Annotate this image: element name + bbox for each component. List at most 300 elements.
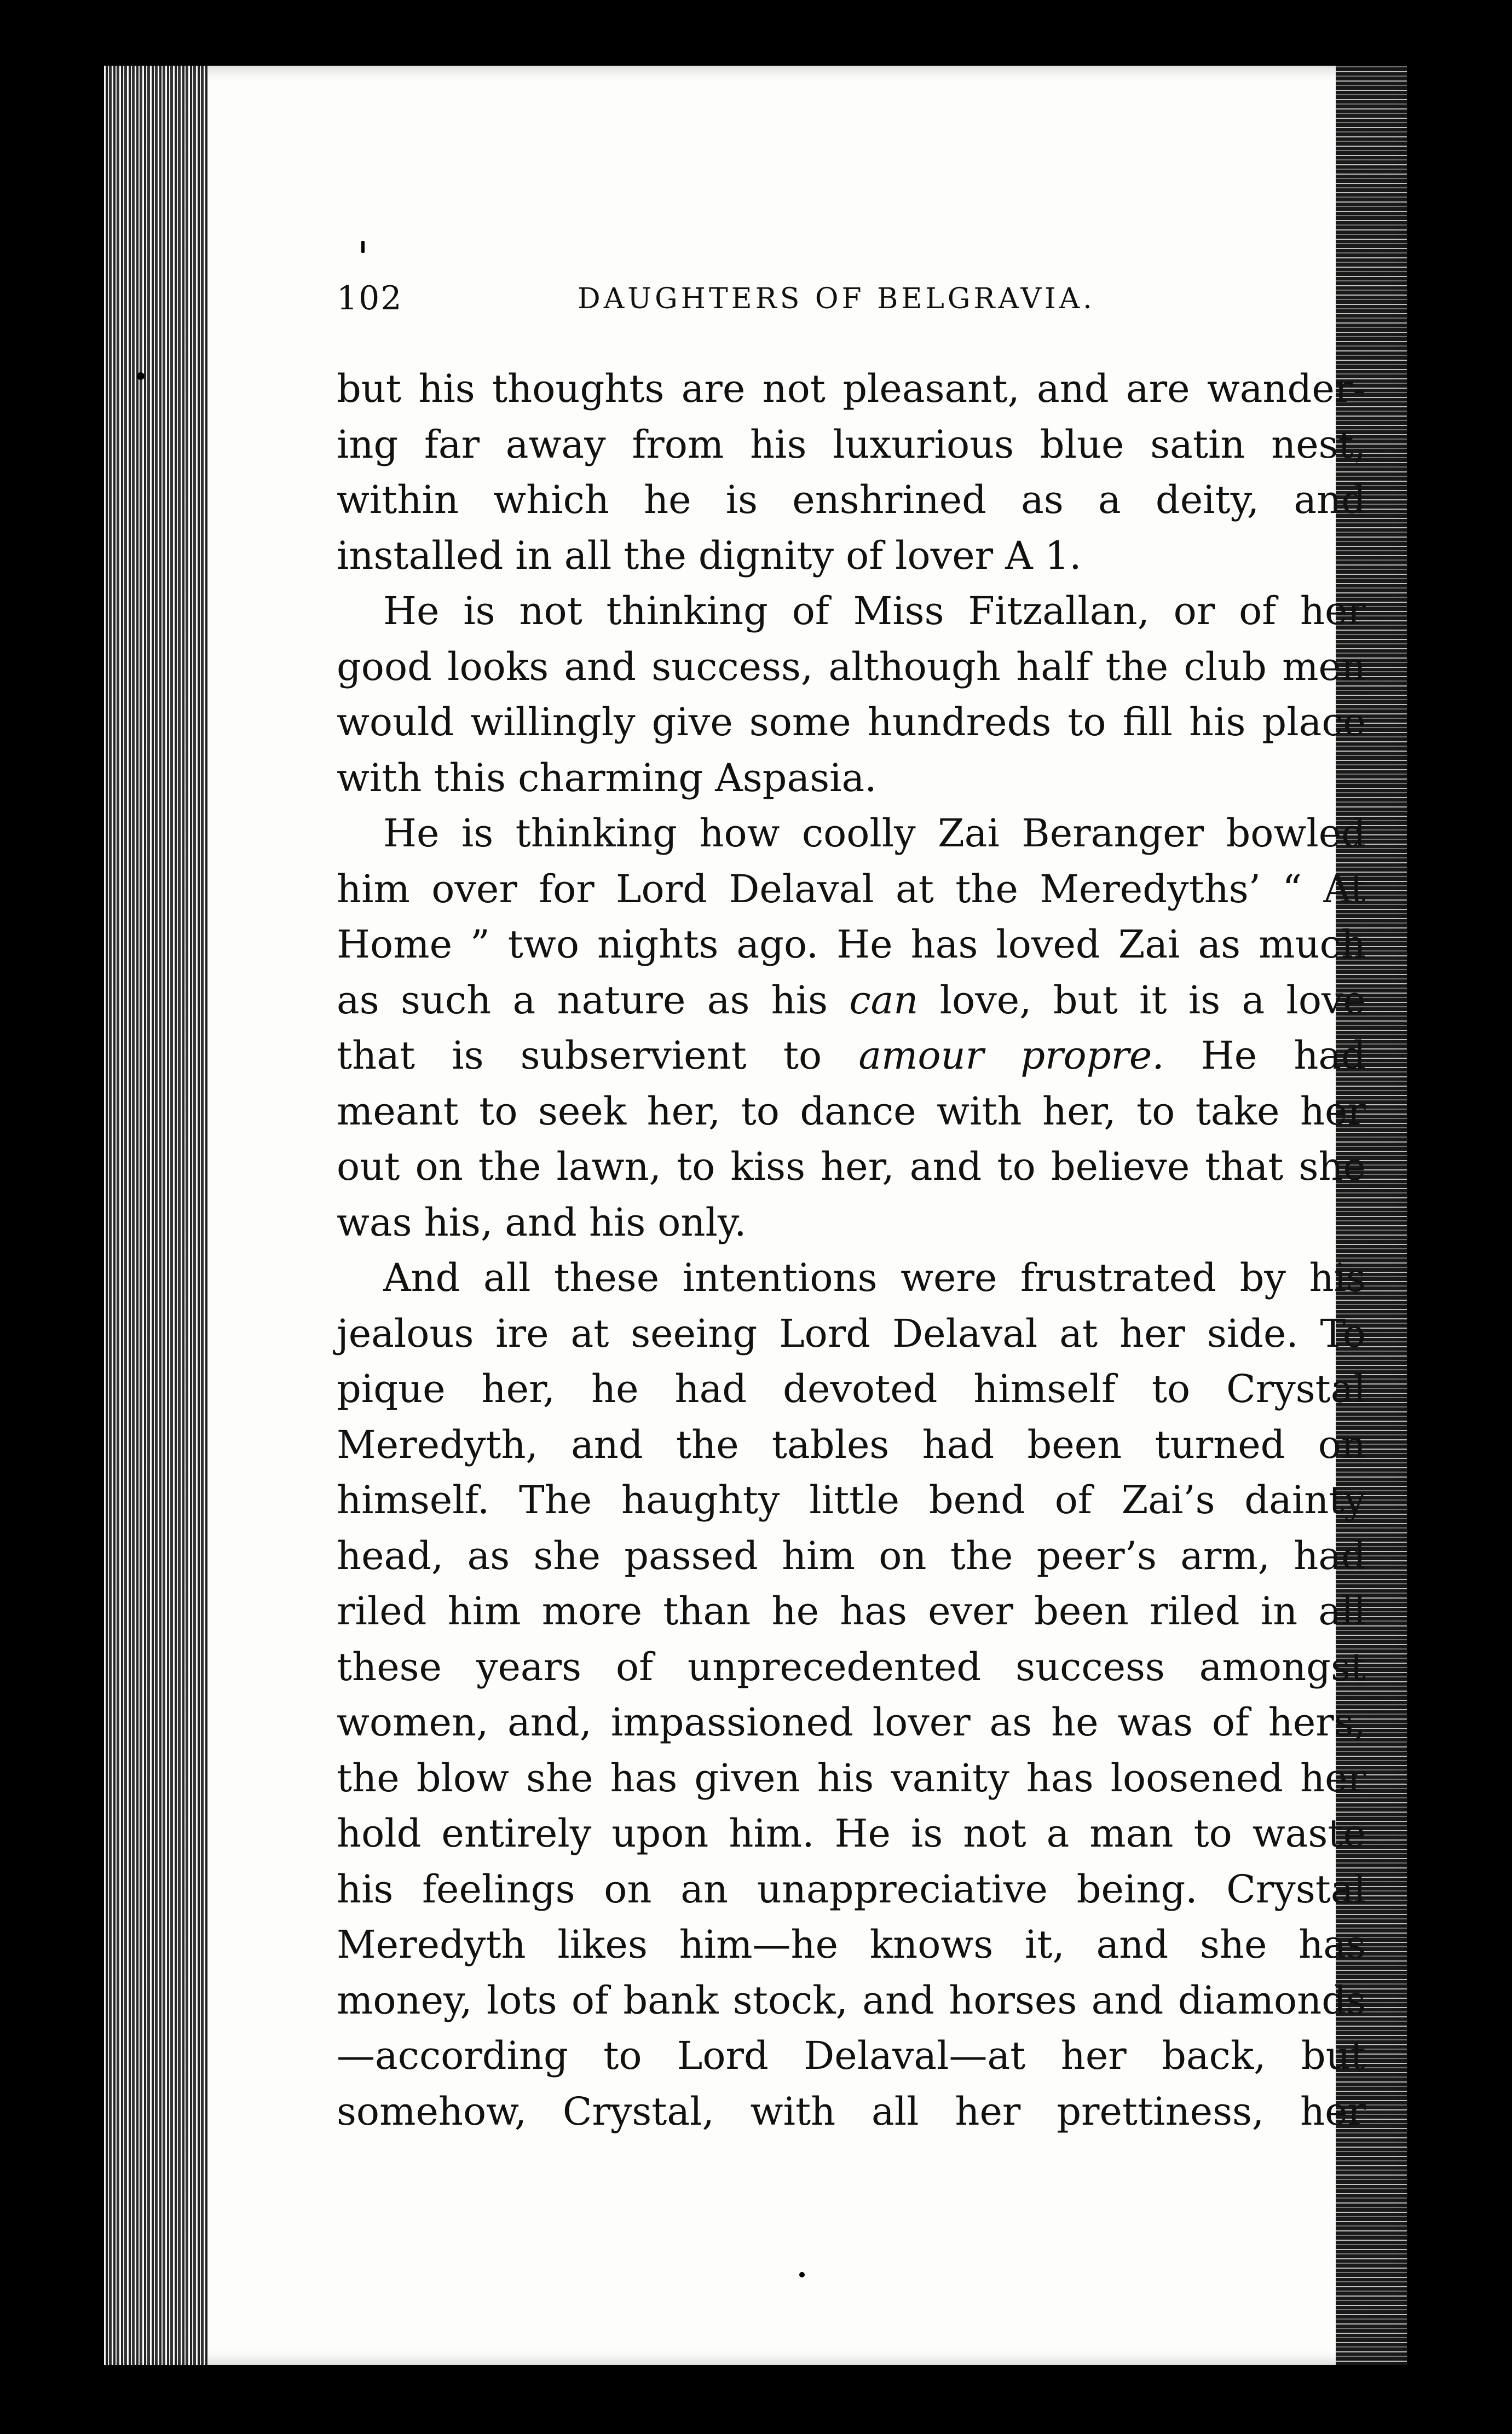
- word: she: [1199, 1922, 1267, 1967]
- word: success,: [651, 644, 813, 689]
- word: thinking: [606, 589, 768, 633]
- word: are: [681, 366, 746, 411]
- scan-speck: [137, 372, 145, 380]
- word: Meredyth,: [337, 1422, 538, 1467]
- word: Lord: [616, 866, 707, 912]
- word: tables: [771, 1422, 890, 1467]
- text-line: [337, 1473, 1366, 1529]
- word: to: [997, 1144, 1036, 1189]
- word: head,: [337, 1533, 444, 1578]
- word: to: [1151, 1366, 1191, 1411]
- word: impassioned: [610, 1700, 853, 1745]
- word: little: [809, 1478, 900, 1522]
- word: far: [424, 422, 480, 467]
- text-line: [337, 1584, 1366, 1640]
- text-line: [337, 1084, 1366, 1140]
- word: he: [644, 477, 691, 522]
- word: not: [762, 366, 826, 411]
- word: to: [1136, 1088, 1175, 1134]
- word: has: [610, 1755, 678, 1801]
- word: of: [616, 1644, 654, 1689]
- word: on: [879, 1533, 927, 1578]
- word: has: [910, 922, 978, 967]
- word: been: [1027, 1422, 1122, 1467]
- word: it: [1139, 977, 1167, 1023]
- word: himself.: [337, 1478, 490, 1522]
- word: to: [603, 2033, 642, 2078]
- word: years: [476, 1644, 582, 1689]
- word: wander-: [1207, 366, 1366, 411]
- word: stock,: [732, 1977, 848, 2023]
- word: waste: [1252, 1811, 1366, 1856]
- word: men: [1282, 644, 1366, 689]
- word: his: [749, 422, 807, 467]
- word: on: [1318, 1422, 1366, 1467]
- text-line: [337, 751, 1366, 806]
- word: and: [909, 1144, 982, 1189]
- word: of: [571, 1977, 609, 2023]
- word: his: [337, 1866, 394, 1912]
- word: of: [1211, 1700, 1249, 1745]
- page-number: 102: [337, 279, 403, 318]
- word: is: [461, 811, 494, 856]
- word: himself: [973, 1366, 1116, 1411]
- word: feelings: [422, 1866, 575, 1912]
- word: coolly: [801, 811, 916, 856]
- text-line: [337, 1362, 1366, 1417]
- word: nest,: [1271, 422, 1366, 467]
- word: charming: [518, 755, 703, 800]
- word: love: [1286, 977, 1366, 1023]
- word: nature: [557, 977, 686, 1023]
- word: unappreciative: [757, 1866, 1048, 1912]
- word: prettiness,: [1057, 2089, 1265, 2134]
- text-line: [337, 1862, 1366, 1918]
- word: love,: [939, 977, 1032, 1023]
- word: with: [750, 2089, 836, 2134]
- word: Delaval: [729, 866, 874, 912]
- word: that: [1205, 1144, 1284, 1189]
- text-line: [337, 1640, 1366, 1695]
- word: as: [467, 1533, 510, 1578]
- word: blue: [1040, 422, 1124, 467]
- word: half: [1016, 644, 1090, 689]
- word: the: [676, 1422, 739, 1467]
- word: ever: [928, 1589, 1013, 1634]
- word: at: [570, 1311, 609, 1356]
- word: ago.: [736, 922, 819, 967]
- word: man: [1089, 1811, 1174, 1856]
- word: his: [771, 977, 828, 1023]
- word: than: [663, 1589, 751, 1634]
- word: passed: [624, 1533, 758, 1578]
- word: on: [415, 1144, 463, 1189]
- word: it,: [1025, 1922, 1065, 1967]
- word: and: [862, 1977, 934, 2023]
- word: more: [541, 1589, 643, 1634]
- text-line: [337, 1250, 1366, 1306]
- word: bend: [928, 1478, 1025, 1522]
- word: not: [519, 589, 582, 633]
- word: At: [1323, 866, 1366, 912]
- word: had: [674, 1366, 747, 1411]
- word: that: [337, 1033, 415, 1078]
- word: a: [1046, 1811, 1070, 1856]
- word: all: [564, 533, 612, 578]
- word: is: [1188, 977, 1221, 1023]
- word: Miss: [853, 589, 944, 633]
- word: thoughts: [492, 366, 665, 411]
- word: the: [478, 1144, 541, 1189]
- word: He: [834, 1811, 891, 1856]
- word: such: [400, 977, 492, 1023]
- word: somehow,: [337, 2089, 527, 2134]
- word: hold: [337, 1811, 422, 1856]
- word: how: [699, 811, 780, 856]
- word: enshrined: [792, 477, 986, 522]
- word: to: [1193, 1811, 1232, 1856]
- word: thinking: [515, 811, 677, 856]
- word: of: [1054, 1478, 1092, 1522]
- word: hundreds: [867, 700, 1052, 745]
- word: from: [632, 422, 724, 467]
- word: the: [1105, 644, 1169, 689]
- word: has: [840, 1589, 907, 1634]
- text-line: [337, 472, 1366, 528]
- word: has: [1026, 1755, 1094, 1801]
- word: his: [817, 1755, 874, 1801]
- word: the: [337, 1755, 400, 1801]
- word: women,: [337, 1700, 489, 1745]
- word: intentions: [682, 1255, 878, 1300]
- word: club: [1184, 644, 1267, 689]
- text-line: [337, 1973, 1366, 2029]
- word: for: [539, 866, 595, 912]
- word: turned: [1155, 1422, 1285, 1467]
- word: this: [434, 755, 506, 800]
- word: luxurious: [833, 422, 1014, 467]
- word: him: [447, 1589, 521, 1634]
- word: frustrated: [1020, 1255, 1217, 1300]
- word: take: [1195, 1088, 1280, 1134]
- word: her: [1300, 2089, 1366, 2134]
- word: her: [1060, 2033, 1127, 2078]
- word: Fitzallan,: [968, 589, 1150, 633]
- word: He: [383, 589, 440, 633]
- word: and: [1096, 1922, 1169, 1967]
- word: can: [849, 977, 919, 1023]
- word: devoted: [783, 1366, 938, 1411]
- word: seek: [538, 1088, 627, 1134]
- word: —according: [337, 2033, 568, 2078]
- word: lover: [872, 1700, 971, 1745]
- word: given: [694, 1755, 800, 1801]
- word: is: [452, 1033, 484, 1078]
- word: a: [1242, 977, 1265, 1023]
- word: to: [783, 1033, 822, 1078]
- word: lover: [895, 533, 994, 578]
- word: Delaval: [892, 1311, 1038, 1356]
- word: unprecedented: [688, 1644, 982, 1689]
- text-line: [337, 695, 1366, 751]
- word: bank: [623, 1977, 719, 2023]
- word: had: [922, 1422, 995, 1467]
- text-line: [337, 1306, 1366, 1362]
- word: 1.: [1044, 533, 1082, 578]
- word: the: [950, 1533, 1013, 1578]
- word: ”: [470, 922, 490, 967]
- word: Meredyths’: [1040, 866, 1261, 912]
- word: loosened: [1110, 1755, 1283, 1801]
- word: she: [526, 1755, 593, 1801]
- word: these: [554, 1255, 660, 1300]
- word: nights: [597, 922, 719, 967]
- body-text: [337, 361, 1366, 2139]
- word: would: [337, 700, 454, 745]
- word: give: [651, 700, 733, 745]
- word: Lord: [677, 2033, 769, 2078]
- word: dignity: [698, 533, 834, 578]
- word: in: [515, 533, 552, 578]
- word: looks: [447, 644, 549, 689]
- word: ing: [337, 422, 399, 467]
- word: a: [512, 977, 536, 1023]
- word: haughty: [621, 1478, 780, 1522]
- word: satin: [1150, 422, 1245, 467]
- word: an: [680, 1866, 729, 1912]
- word: pleasant,: [842, 366, 1020, 411]
- word: seeing: [631, 1311, 758, 1356]
- word: her: [1300, 1755, 1366, 1801]
- word: only.: [657, 1199, 747, 1245]
- word: although: [828, 644, 1001, 689]
- word: the: [624, 533, 686, 578]
- text-line: [337, 1417, 1366, 1473]
- word: propre.: [1020, 1033, 1164, 1078]
- word: over: [431, 866, 517, 912]
- word: are: [1126, 366, 1190, 411]
- word: Crystal: [1226, 1866, 1366, 1912]
- word: deity,: [1155, 477, 1260, 522]
- word: all: [872, 2089, 919, 2134]
- text-line: [337, 639, 1366, 695]
- word: her,: [1042, 1088, 1116, 1134]
- word: knows: [869, 1922, 994, 1967]
- word: and: [564, 644, 637, 689]
- word: Delaval—at: [804, 2033, 1026, 2078]
- word: on: [604, 1866, 652, 1912]
- word: And: [383, 1255, 460, 1300]
- word: Meredyth: [337, 1922, 526, 1967]
- word: fill: [1122, 700, 1173, 745]
- word: horses: [949, 1977, 1077, 2023]
- text-line: [337, 973, 1366, 1029]
- word: which: [493, 477, 609, 522]
- word: but: [1301, 2033, 1366, 2078]
- text-line: [337, 2028, 1366, 2084]
- word: riled: [1150, 1589, 1240, 1634]
- word: had: [1294, 1033, 1366, 1078]
- word: or: [1173, 589, 1215, 633]
- word: arm,: [1180, 1533, 1271, 1578]
- word: much: [1259, 922, 1366, 967]
- word: Aspasia.: [715, 755, 877, 800]
- word: is: [463, 589, 495, 633]
- word: all: [483, 1255, 531, 1300]
- word: was: [337, 1199, 412, 1245]
- word: bowled: [1226, 811, 1366, 856]
- word: him: [782, 1533, 855, 1578]
- word: of: [846, 533, 884, 578]
- word: good: [337, 644, 432, 689]
- word: his: [1309, 1255, 1366, 1300]
- text-line: [337, 1917, 1366, 1973]
- word: amour: [858, 1033, 984, 1078]
- word: He: [1201, 1033, 1257, 1078]
- text-line: [337, 862, 1366, 918]
- word: to: [479, 1088, 518, 1134]
- scan-speck: [799, 2272, 805, 2277]
- text-line: [337, 361, 1366, 417]
- word: diamonds: [1178, 1977, 1366, 2023]
- word: is: [725, 477, 758, 522]
- word: Zai: [938, 811, 1000, 856]
- word: and: [571, 1422, 643, 1467]
- word: her: [1300, 1088, 1366, 1134]
- word: some: [749, 700, 851, 745]
- word: lots: [486, 1977, 557, 2023]
- text-line: [337, 584, 1366, 639]
- word: willingly: [470, 700, 636, 745]
- text-line: [337, 1195, 1366, 1251]
- word: of: [1239, 589, 1277, 633]
- running-title: DAUGHTERS OF BELGRAVIA.: [578, 282, 1095, 315]
- word: lawn,: [556, 1144, 661, 1189]
- binding-gutter: [104, 66, 208, 2365]
- word: as: [1021, 477, 1064, 522]
- text-line: [337, 1751, 1366, 1807]
- word: the: [955, 866, 1018, 912]
- word: jealous: [337, 1311, 474, 1356]
- word: she: [533, 1533, 601, 1578]
- word: dance: [800, 1088, 916, 1134]
- word: believe: [1051, 1144, 1190, 1189]
- word: at: [1059, 1311, 1098, 1356]
- word: to: [741, 1088, 780, 1134]
- word: his: [588, 1199, 646, 1245]
- word: entirely: [441, 1811, 592, 1856]
- word: Zai’s: [1121, 1478, 1215, 1522]
- word: kiss: [730, 1144, 806, 1189]
- word: He: [836, 922, 893, 967]
- word: Crystal,: [562, 2089, 714, 2134]
- word: “: [1282, 866, 1302, 912]
- word: her: [1119, 1311, 1185, 1356]
- word: loved: [996, 922, 1100, 967]
- word: but: [337, 366, 402, 411]
- word: was: [1117, 1700, 1193, 1745]
- word: likes: [557, 1922, 648, 1967]
- word: money,: [337, 1977, 472, 2023]
- word: within: [337, 477, 459, 522]
- word: him.: [729, 1811, 815, 1856]
- word: to: [1067, 700, 1106, 745]
- word: and: [505, 1199, 577, 1245]
- word: upon: [611, 1811, 709, 1856]
- word: all: [1318, 1589, 1366, 1634]
- word: had: [1294, 1533, 1366, 1578]
- word: of: [792, 589, 829, 633]
- word: she: [1299, 1144, 1366, 1189]
- scan-speck: [361, 241, 365, 253]
- word: him: [337, 866, 410, 912]
- word: vanity: [891, 1755, 1009, 1801]
- word: and,: [507, 1700, 592, 1745]
- word: with: [937, 1088, 1022, 1134]
- word: a: [1098, 477, 1121, 522]
- word: meant: [337, 1088, 459, 1134]
- word: were: [901, 1255, 997, 1300]
- word: and: [1036, 366, 1109, 411]
- word: him—he: [679, 1922, 838, 1967]
- word: amongst: [1199, 1644, 1366, 1689]
- text-line: [337, 917, 1366, 973]
- word: he: [591, 1366, 639, 1411]
- word: his,: [424, 1199, 493, 1245]
- word: with: [337, 755, 422, 800]
- word: Zai: [1118, 922, 1180, 967]
- word: as: [989, 1700, 1032, 1745]
- word: but: [1053, 977, 1118, 1023]
- text-line: [337, 1695, 1366, 1751]
- word: out: [337, 1144, 400, 1189]
- word: place: [1262, 700, 1366, 745]
- word: these: [337, 1644, 442, 1689]
- word: riled: [337, 1589, 427, 1634]
- word: as: [707, 977, 750, 1023]
- word: subservient: [520, 1033, 747, 1078]
- word: at: [896, 866, 934, 912]
- text-line: [337, 1139, 1366, 1195]
- word: ire: [495, 1311, 549, 1356]
- word: Crystal: [1226, 1366, 1366, 1411]
- word: hers,: [1268, 1700, 1366, 1745]
- word: her,: [821, 1144, 894, 1189]
- word: away: [505, 422, 606, 467]
- word: her: [955, 2089, 1021, 2134]
- word: Beranger: [1022, 811, 1204, 856]
- word: dainty: [1244, 1478, 1366, 1522]
- word: two: [507, 922, 579, 967]
- word: her,: [481, 1366, 556, 1411]
- text-line: [337, 1028, 1366, 1084]
- word: He: [383, 811, 440, 856]
- word: her: [1300, 589, 1366, 633]
- word: as: [1198, 922, 1241, 967]
- word: peer’s: [1036, 1533, 1157, 1578]
- word: his: [1189, 700, 1246, 745]
- word: his: [418, 366, 475, 411]
- word: Lord: [779, 1311, 871, 1356]
- word: not: [963, 1811, 1026, 1856]
- running-header: [233, 279, 1382, 334]
- word: her,: [647, 1088, 721, 1134]
- word: installed: [337, 533, 504, 578]
- word: to: [676, 1144, 715, 1189]
- word: has: [1299, 1922, 1366, 1967]
- word: back,: [1162, 2033, 1266, 2078]
- word: A: [1005, 533, 1033, 578]
